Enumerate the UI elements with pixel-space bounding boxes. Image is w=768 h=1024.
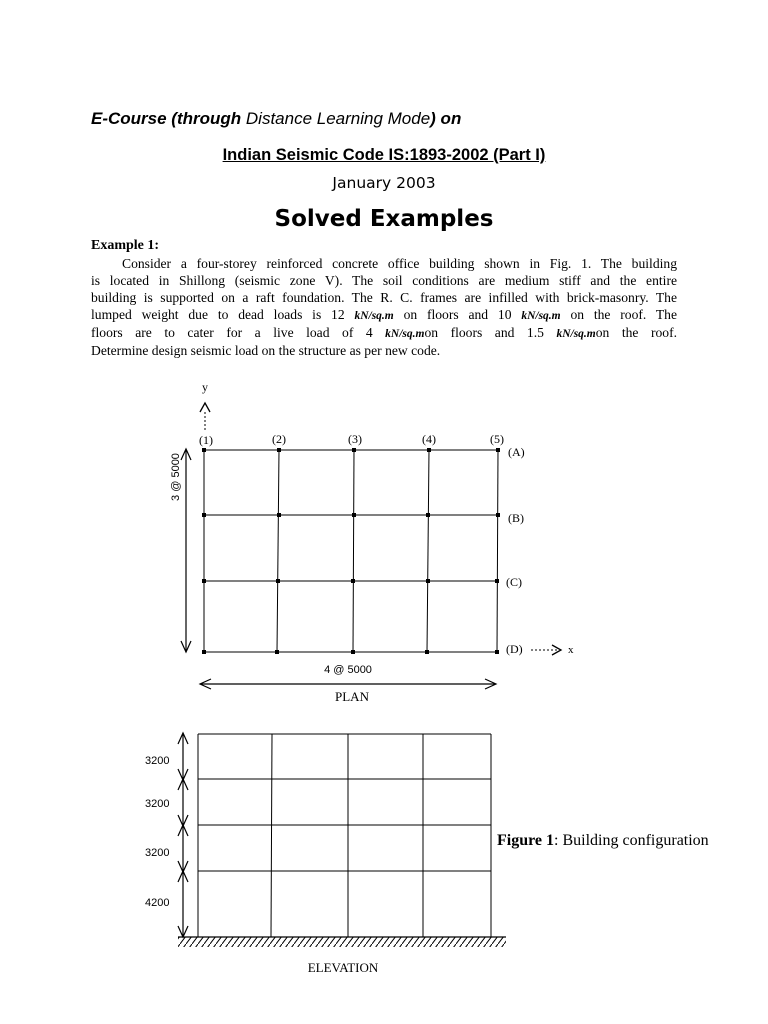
example-line-6: Determine design seismic load on the structure as per new code.	[91, 343, 441, 358]
figure-caption-text: : Building configuration	[554, 832, 709, 849]
row-label-c: (C)	[506, 575, 522, 589]
row-label-a: (A)	[508, 445, 525, 459]
vertical-dimension-arrow	[181, 449, 191, 652]
unit-live-floor: kN/sq.m	[385, 328, 425, 340]
document-date: January 2003	[332, 174, 436, 192]
storey-dimension-arrows	[178, 733, 188, 937]
y-axis-arrow	[200, 403, 210, 432]
unit-dead-floor: kN/sq.m	[354, 310, 394, 322]
plan-title: PLAN	[335, 689, 369, 704]
course-suffix: ) on	[430, 109, 462, 128]
x-axis-label: x	[568, 644, 574, 656]
code-title: Indian Seismic Code IS:1893-2002 (Part I)	[222, 146, 546, 164]
horizontal-dimension-label: 4 @ 5000	[324, 664, 372, 676]
column-label-1: (1)	[199, 433, 213, 447]
example-label: Example 1:	[91, 238, 160, 253]
course-mode: Distance Learning Mode	[245, 109, 431, 128]
unit-dead-roof: kN/sq.m	[521, 310, 561, 322]
ground-hatch	[178, 937, 506, 947]
column-label-4: (4)	[422, 432, 436, 446]
horizontal-dimension-arrow	[200, 679, 496, 689]
plan-nodes	[202, 448, 500, 654]
column-label-2: (2)	[272, 432, 286, 446]
unit-live-roof: kN/sq.m	[556, 328, 596, 340]
x-axis-arrow	[531, 645, 561, 655]
course-prefix: E-Course (through	[91, 109, 246, 128]
elevation-view	[145, 733, 506, 975]
main-heading: Solved Examples	[274, 206, 494, 232]
column-label-3: (3)	[348, 432, 362, 446]
figure-caption	[497, 832, 709, 850]
column-label-5: (5)	[490, 432, 504, 446]
storey-height-4: 3200	[145, 755, 170, 767]
example-line-2: is located in Shillong (seismic zone V). The soil conditions are medium stiff and the entire	[91, 273, 677, 288]
example-line-3: building is supported on a raft foundation. The R. C. frames are infilled with brick-masonry. The	[91, 290, 677, 305]
storey-height-2: 3200	[145, 847, 170, 859]
vertical-dimension-label: 3 @ 5000	[170, 453, 182, 501]
row-label-d: (D)	[506, 642, 523, 656]
storey-height-3: 3200	[145, 798, 170, 810]
elevation-frame	[198, 734, 491, 937]
row-label-b: (B)	[508, 511, 524, 525]
example-line-5: floors are to cater for a live load of 4 kN/sq.mon floors and 1.5 kN/sq.mon the roof.	[91, 325, 677, 340]
y-axis-label: y	[202, 380, 208, 394]
elevation-title: ELEVATION	[307, 960, 379, 975]
plan-grid	[204, 450, 498, 652]
example-line-1: Consider a four-storey reinforced concrete office building shown in Fig. 1. The building	[122, 256, 677, 271]
example-line-4: lumped weight due to dead loads is 12 kN/sq.m on floors and 10 kN/sq.m on the roof. The	[91, 307, 677, 322]
figure-caption-label: Figure 1	[497, 832, 555, 849]
plan-view	[170, 380, 574, 704]
storey-height-1: 4200	[145, 897, 170, 909]
